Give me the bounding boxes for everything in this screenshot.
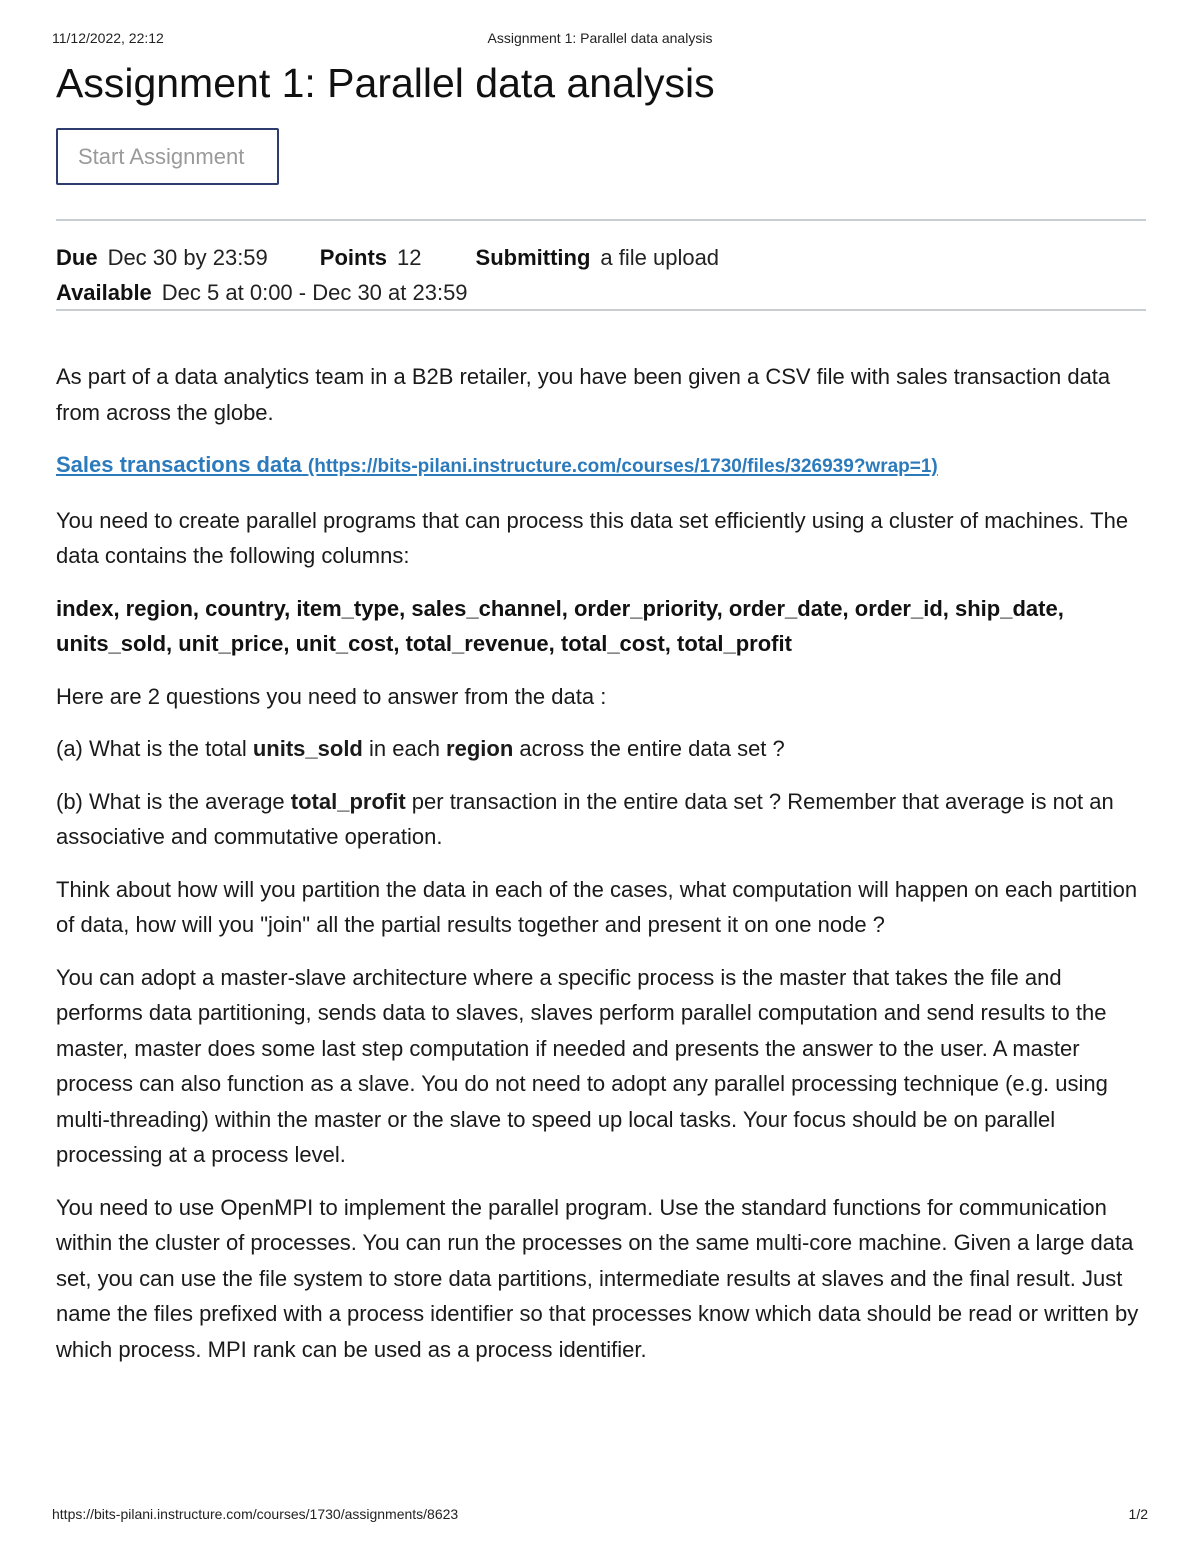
page-title: Assignment 1: Parallel data analysis xyxy=(56,60,715,106)
sales-data-link-text: Sales transactions data xyxy=(56,452,302,477)
question-b-total-profit: total_profit xyxy=(290,788,406,814)
link-paragraph xyxy=(56,447,1146,485)
question-a xyxy=(56,731,1146,767)
points-label: Points xyxy=(319,245,388,270)
start-assignment-button[interactable]: Start Assignment xyxy=(56,128,279,185)
print-footer xyxy=(52,1506,1148,1524)
openmpi-paragraph: You need to use OpenMPI to implement the parallel program. Use the standard functions for communication within the cluster of processes. You can run the processes on the same multi-core machine. Given a large data set, you can use the file system to store data partitions, intermediate results at slaves and the final result. Just name the files prefixed with a process identifier so that processes know which data should be read or written by which process. MPI rank can be used as a process identifier. xyxy=(56,1194,1139,1362)
columns-list: index, region, country, item_type, sales_channel, order_priority, order_date, order_id, ship_date, units_sold, unit_price, unit_cost, total_revenue, total_cost, total_profit xyxy=(56,595,1064,656)
assignment-content xyxy=(56,58,1146,1384)
master-slave-paragraph: You can adopt a master-slave architecture where a specific process is the master that takes the file and performs data partitioning, sends data to slaves, slaves perform parallel computation and send results to the master, master does some last step computation if needed and presents the answer to the user. A master process can also function as a slave. You do not need to adopt any parallel processing technique (e.g. using multi-threading) within the master or the slave to speed up local tasks. Your focus should be on parallel processing at a process level. xyxy=(56,964,1108,1167)
think-paragraph: Think about how will you partition the data in each of the cases, what computation will happen on each partition of data, how will you "join" all the partial results together and present it on one node ? xyxy=(56,876,1138,937)
question-b-post: per transaction in the entire data set ? Remember that average is not an associative and commutative operation. xyxy=(56,788,1114,849)
print-footer-url: https://bits-pilani.instructure.com/courses/1730/assignments/8623 xyxy=(52,1506,459,1522)
available-value: Dec 5 at 0:00 - Dec 30 at 23:59 xyxy=(161,280,468,305)
question-a-mid: in each xyxy=(362,736,447,761)
question-b xyxy=(56,784,1146,855)
assignment-details xyxy=(56,221,1146,309)
question-b-pre: (b) What is the average xyxy=(56,788,291,814)
questions-intro-paragraph: Here are 2 questions you need to answer from the data : xyxy=(56,683,607,709)
print-header xyxy=(52,30,1148,48)
available-label: Available xyxy=(56,280,152,305)
due-value: Dec 30 by 23:59 xyxy=(107,245,268,270)
sales-data-link-url: (https://bits-pilani.instructure.com/courses/1730/files/326939?wrap=1) xyxy=(307,456,938,477)
sales-data-link[interactable] xyxy=(56,452,938,477)
points-value: 12 xyxy=(397,245,422,270)
details-row-1 xyxy=(56,240,1146,275)
question-a-units-sold: units_sold xyxy=(252,736,363,761)
columns-intro-paragraph: You need to create parallel programs that can process this data set efficiently using a cluster of machines. The data contains the following columns: xyxy=(56,507,1129,568)
details-row-2 xyxy=(56,275,1146,310)
intro-paragraph: As part of a data analytics team in a B2B retailer, you have been given a CSV file with sales transaction data from across the globe. xyxy=(56,364,1111,425)
print-document-title: Assignment 1: Parallel data analysis xyxy=(487,30,713,46)
submitting-label: Submitting xyxy=(475,245,591,270)
print-page-number: 1/2 xyxy=(1128,1506,1148,1522)
question-a-pre: (a) What is the total xyxy=(56,736,253,761)
assignment-description xyxy=(56,359,1146,1367)
due-label: Due xyxy=(56,245,98,270)
print-date: 11/12/2022, 22:12 xyxy=(52,30,164,46)
submitting-value: a file upload xyxy=(600,245,720,270)
question-a-post: across the entire data set ? xyxy=(513,736,785,761)
question-a-region: region xyxy=(446,736,514,761)
